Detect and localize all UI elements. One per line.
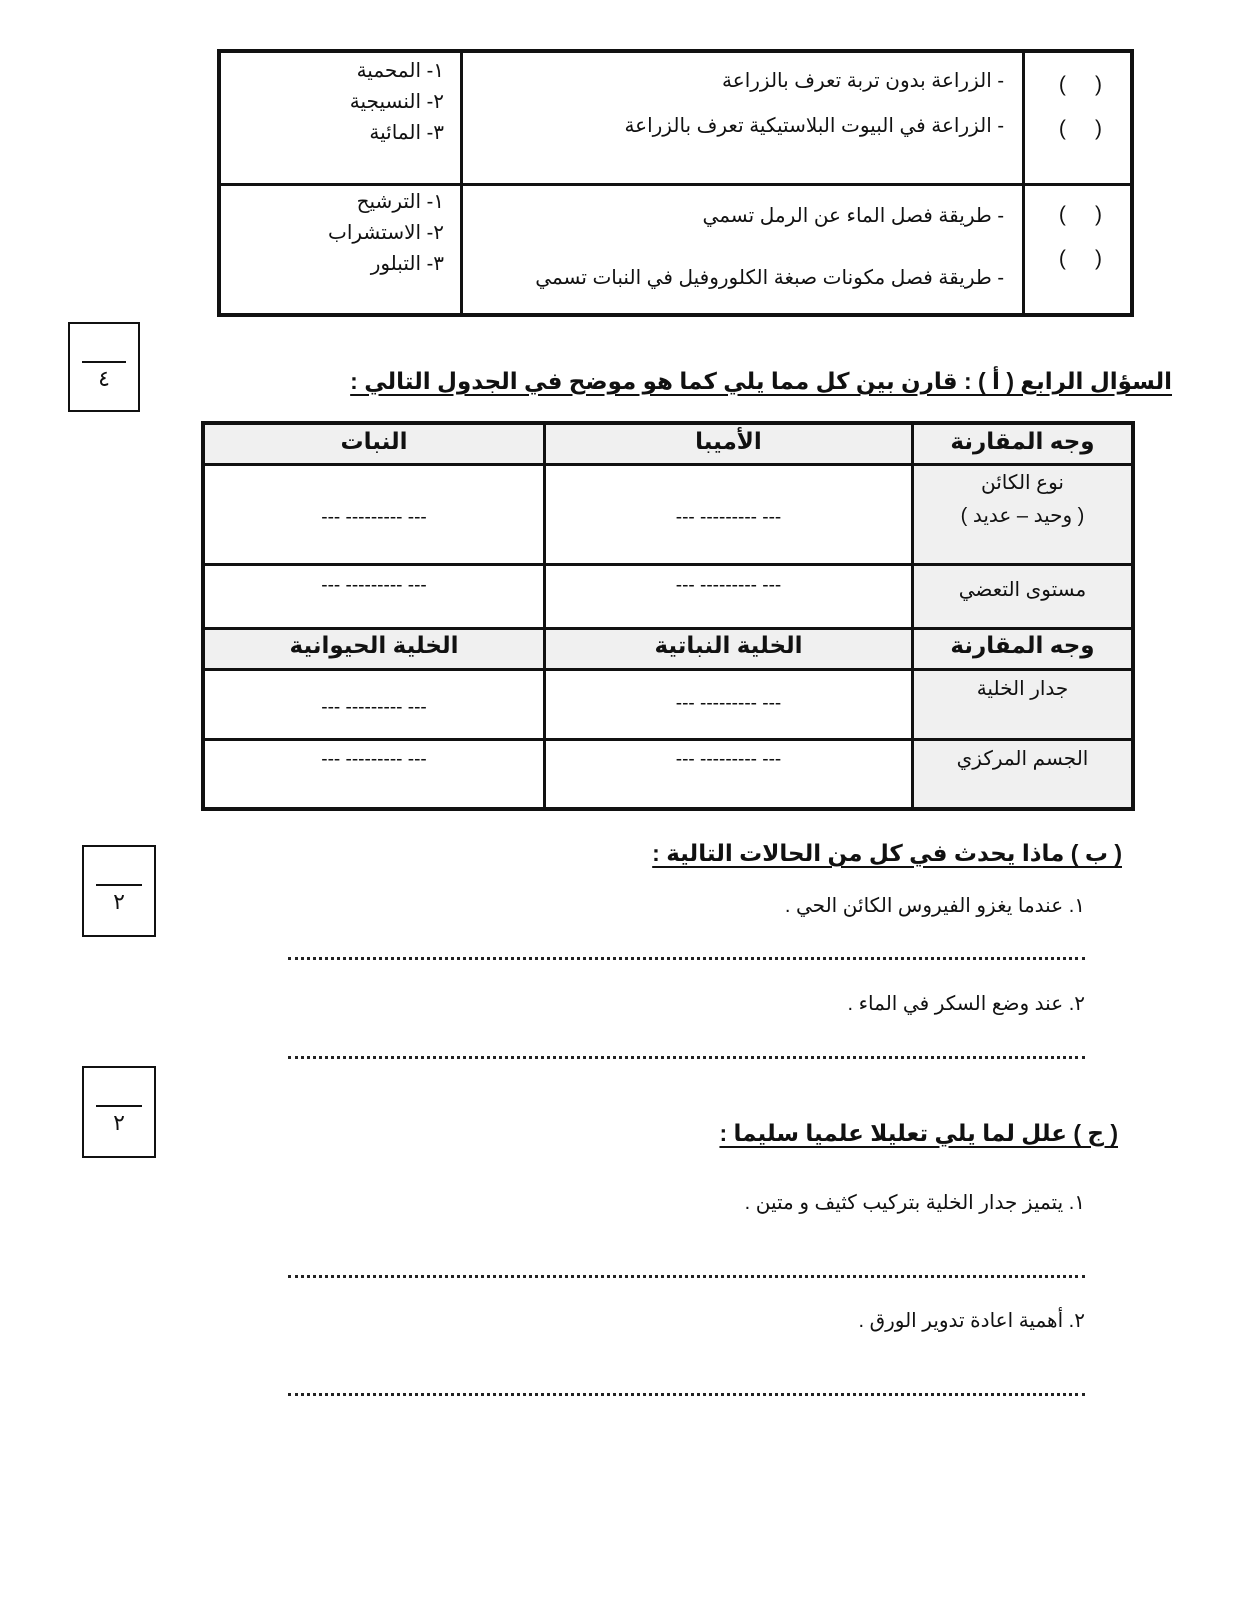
answer-blank[interactable]: --- --------- ---: [675, 749, 782, 770]
question-4b-title: ( ب ) ماذا يحدث في كل من الحالات التالية :: [652, 840, 1122, 866]
table-divider: [205, 668, 1131, 671]
answer-blank[interactable]: --- --------- ---: [675, 575, 782, 596]
row-label: جدار الخلية: [976, 678, 1069, 700]
score-value: ٢: [113, 1110, 125, 1135]
score-box: [82, 1066, 156, 1158]
column-header: وجه المقارنة: [950, 428, 1095, 454]
answer-paren[interactable]: ( ): [1058, 117, 1102, 140]
table-divider: [205, 738, 1131, 741]
table-divider: [205, 463, 1131, 466]
question-4a-title: السؤال الرابع ( أ ) : قارن بين كل مما يلي كما هو موضح في الجدول التالي :: [350, 368, 1172, 394]
option-text: ١- المحمية: [356, 60, 444, 82]
answer-blank[interactable]: --- --------- ---: [321, 697, 427, 718]
answer-line[interactable]: [288, 1275, 1085, 1278]
answer-blank[interactable]: --- --------- ---: [321, 575, 427, 596]
statement-text: - طريقة فصل الماء عن الرمل تسمي: [702, 205, 1004, 227]
statement-text: - الزراعة بدون تربة تعرف بالزراعة: [722, 70, 1004, 92]
score-box: [82, 845, 156, 937]
table-divider: [205, 627, 1131, 630]
answer-line[interactable]: [288, 1056, 1085, 1059]
question-item: ٢. أهمية اعادة تدوير الورق .: [858, 1310, 1085, 1332]
score-line: [96, 1105, 142, 1107]
statement-text: - الزراعة في البيوت البلاستيكية تعرف بالزراعة: [624, 115, 1004, 137]
column-header: الخلية الحيوانية: [289, 632, 459, 658]
answer-line[interactable]: [288, 1393, 1085, 1396]
score-box: [68, 322, 140, 412]
question-item: ٢. عند وضع السكر في الماء .: [847, 993, 1085, 1015]
option-text: ١- الترشيح: [356, 191, 444, 213]
answer-blank[interactable]: --- --------- ---: [321, 749, 427, 770]
column-header: النبات: [340, 428, 408, 454]
column-header: وجه المقارنة: [950, 632, 1095, 658]
row-label: الجسم المركزي: [956, 748, 1089, 770]
row-label-note: ( وحيد – عديد ): [960, 505, 1085, 527]
answer-blank[interactable]: --- --------- ---: [321, 507, 427, 528]
option-text: ٣- المائية: [369, 122, 444, 144]
question-4c-title: ( ج ) علل لما يلي تعليلا علميا سليما :: [719, 1120, 1118, 1146]
table-divider: [205, 563, 1131, 566]
answer-line[interactable]: [288, 957, 1085, 960]
question-item: ١. عندما يغزو الفيروس الكائن الحي .: [784, 895, 1085, 917]
row-label: مستوى التعضي: [958, 579, 1087, 601]
column-header: الخلية النباتية: [654, 632, 803, 658]
option-text: ٢- الاستشراب: [328, 222, 444, 244]
table-divider: [221, 183, 1130, 186]
answer-paren[interactable]: ( ): [1058, 203, 1102, 226]
answer-paren[interactable]: ( ): [1058, 247, 1102, 270]
answer-blank[interactable]: --- --------- ---: [675, 693, 782, 714]
comparison-table: [201, 421, 1135, 811]
row-label: نوع الكائن: [981, 472, 1064, 494]
option-text: ٢- النسيجية: [349, 91, 444, 113]
answer-paren[interactable]: ( ): [1058, 73, 1102, 96]
score-line: [82, 361, 126, 363]
statement-text: - طريقة فصل مكونات صبغة الكلوروفيل في النبات تسمي: [535, 267, 1004, 289]
score-value: ٤: [98, 366, 110, 391]
matching-table: [217, 49, 1134, 317]
option-text: ٣- التبلور: [370, 253, 444, 275]
score-line: [96, 884, 142, 886]
question-item: ١. يتميز جدار الخلية بتركيب كثيف و متين .: [744, 1192, 1085, 1214]
column-header: الأميبا: [695, 428, 762, 454]
answer-blank[interactable]: --- --------- ---: [675, 507, 782, 528]
score-value: ٢: [113, 889, 125, 914]
